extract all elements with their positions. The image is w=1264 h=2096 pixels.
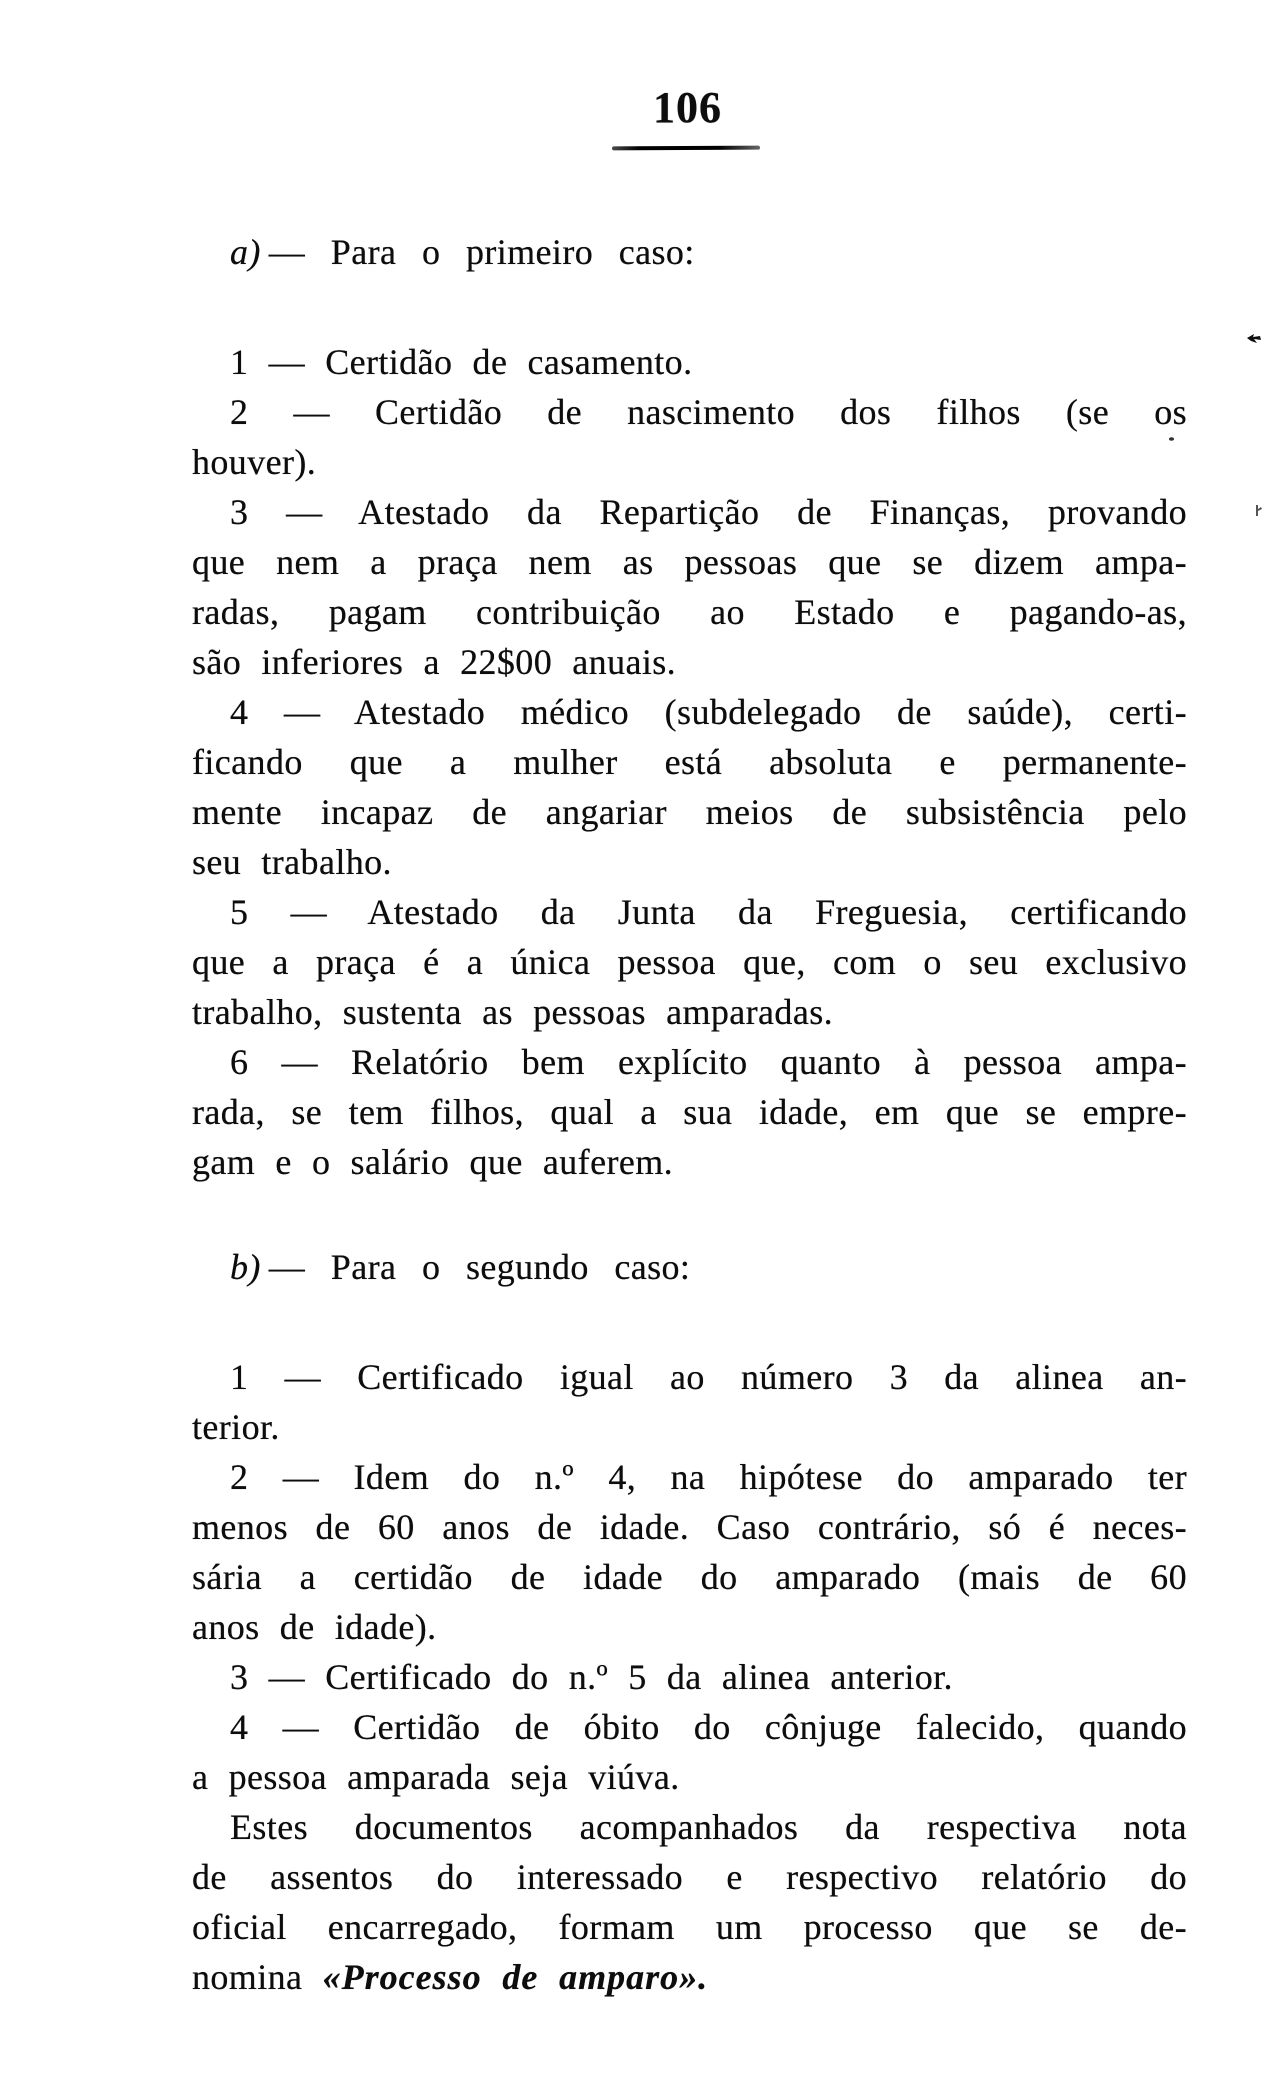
- italic-list-letter: b): [230, 1247, 261, 1287]
- text-line: [192, 1902, 1187, 1952]
- text-line: [192, 1037, 1187, 1087]
- paragraph: [192, 1452, 1187, 1652]
- text-segment: nomina: [192, 1957, 323, 1997]
- text-line: [192, 337, 1187, 387]
- text-segment: são inferiores a 22$00 anuais.: [192, 642, 677, 682]
- ink-speck-arrow: [1246, 332, 1262, 345]
- text-segment: 4 — Certidão de óbito do cônjuge falecido, quando: [230, 1707, 1187, 1747]
- paragraph: [192, 387, 1187, 487]
- text-line: [192, 537, 1187, 587]
- text-segment: que nem a praça nem as pessoas que se dizem ampa-: [192, 542, 1187, 582]
- text-segment: Estes documentos acompanhados da respectiva nota: [230, 1807, 1187, 1847]
- text-line: [192, 937, 1187, 987]
- text-line: [192, 687, 1187, 737]
- text-line: [192, 387, 1187, 437]
- text-line: [192, 1652, 1187, 1702]
- text-segment: 2 — Idem do n.º 4, na hipótese do amparado ter: [230, 1457, 1187, 1497]
- text-segment: mente incapaz de angariar meios de subsistência pelo: [192, 792, 1187, 832]
- text-segment: oficial encarregado, formam um processo que se de-: [192, 1907, 1187, 1947]
- text-line: [192, 1352, 1187, 1402]
- text-segment: radas, pagam contribuição ao Estado e pagando-as,: [192, 592, 1187, 632]
- paragraph: [192, 487, 1187, 687]
- text-line: [192, 1137, 1187, 1187]
- text-line: [192, 737, 1187, 787]
- text-segment: — Para o primeiro caso:: [268, 232, 695, 272]
- text-segment: — Para o segundo caso:: [268, 1247, 691, 1287]
- text-segment: trabalho, sustenta as pessoas amparadas.: [192, 992, 834, 1032]
- text-segment: sária a certidão de idade do amparado (mais de 60: [192, 1557, 1187, 1597]
- text-line: [192, 487, 1187, 537]
- paragraph: [192, 887, 1187, 1037]
- text-segment: 5 — Atestado da Junta da Freguesia, certificando: [230, 892, 1187, 932]
- paragraph: [192, 337, 1187, 387]
- text-segment: gam e o salário que auferem.: [192, 1142, 674, 1182]
- text-line: [192, 1802, 1187, 1852]
- text-segment: 3 — Atestado da Repartição de Finanças, provando: [230, 492, 1187, 532]
- text-line: [192, 1702, 1187, 1752]
- text-segment: 1 — Certidão de casamento.: [230, 342, 693, 382]
- text-segment: 2 — Certidão de nascimento dos filhos (se os: [230, 392, 1187, 432]
- text-line: [192, 1402, 1187, 1452]
- paragraph: [192, 1802, 1187, 2002]
- text-segment: anos de idade).: [192, 1607, 437, 1647]
- text-segment: que a praça é a única pessoa que, com o seu exclusivo: [192, 942, 1187, 982]
- text-segment: 3 — Certificado do n.º 5 da alinea anterior.: [230, 1657, 953, 1697]
- emphasis-text: «Processo de amparo».: [322, 1957, 709, 1997]
- text-line: [192, 1452, 1187, 1502]
- text-line: [192, 787, 1187, 837]
- text-segment: 6 — Relatório bem explícito quanto à pessoa ampa-: [230, 1042, 1187, 1082]
- paragraph: [192, 1037, 1187, 1187]
- text-line: [192, 1602, 1187, 1652]
- text-line: [192, 837, 1187, 887]
- page-number: 106: [653, 83, 722, 132]
- section-heading: [192, 1242, 1187, 1292]
- paragraph: [192, 1702, 1187, 1802]
- text-line: [192, 1087, 1187, 1137]
- text-segment: terior.: [192, 1407, 280, 1447]
- ink-speck-dot: [1168, 436, 1175, 442]
- text-segment: menos de 60 anos de idade. Caso contrário, só é neces-: [192, 1507, 1187, 1547]
- text-line: [192, 1852, 1187, 1902]
- text-line: [192, 1552, 1187, 1602]
- text-segment: a pessoa amparada seja viúva.: [192, 1757, 680, 1797]
- text-segment: de assentos do interessado e respectivo relatório do: [192, 1857, 1187, 1897]
- italic-list-letter: a): [230, 232, 261, 272]
- text-line: [192, 1952, 1187, 2002]
- text-segment: 1 — Certificado igual ao número 3 da alinea an-: [230, 1357, 1187, 1397]
- ink-speck-r: [1254, 503, 1263, 518]
- text-segment: seu trabalho.: [192, 842, 392, 882]
- text-line: [192, 637, 1187, 687]
- text-segment: ficando que a mulher está absoluta e permanente-: [192, 742, 1187, 782]
- text-segment: houver).: [192, 442, 317, 482]
- text-line: [192, 1752, 1187, 1802]
- text-segment: rada, se tem filhos, qual a sua idade, em que se empre-: [192, 1092, 1187, 1132]
- section-heading: [192, 227, 1187, 277]
- text-line: [192, 587, 1187, 637]
- text-line: [192, 987, 1187, 1037]
- paragraph: [192, 1352, 1187, 1452]
- text-column: [192, 0, 1187, 2002]
- text-line: [192, 887, 1187, 937]
- text-segment: 4 — Atestado médico (subdelegado de saúde), certi-: [230, 692, 1187, 732]
- text-line: [192, 437, 1187, 487]
- paragraph: [192, 1652, 1187, 1702]
- text-line: [192, 1502, 1187, 1552]
- paragraph: [192, 687, 1187, 887]
